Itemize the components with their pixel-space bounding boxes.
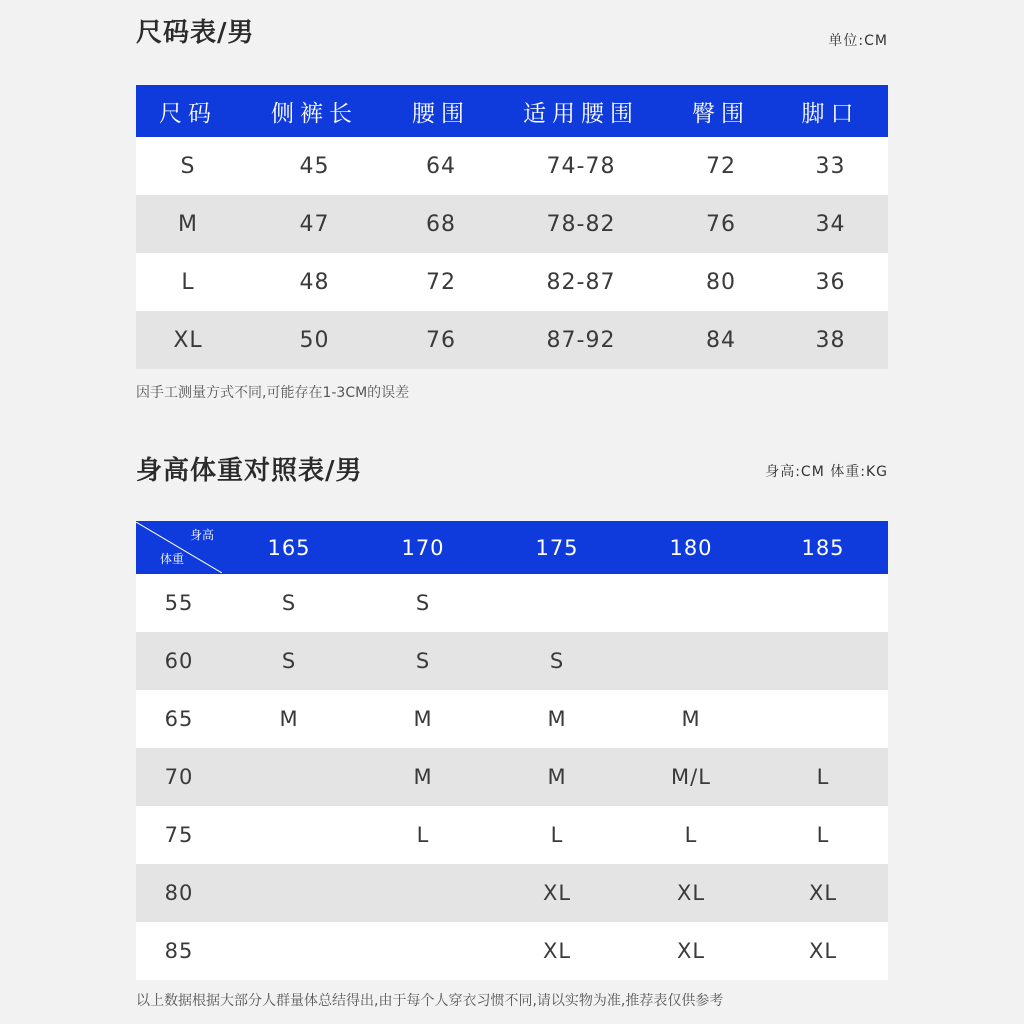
table-cell: S	[136, 137, 240, 195]
size-cell: XL	[490, 922, 624, 980]
table-row	[136, 864, 888, 922]
weight-cell: 80	[136, 864, 222, 922]
size-cell	[490, 574, 624, 632]
size-cell	[758, 690, 888, 748]
size-cell: L	[624, 806, 758, 864]
table-cell: XL	[136, 311, 240, 369]
size-cell: M	[222, 690, 356, 748]
size-cell: XL	[758, 922, 888, 980]
size-cell	[758, 632, 888, 690]
table-cell: 72	[389, 253, 493, 311]
header-size: 尺码	[136, 85, 240, 137]
height-weight-title: 身高体重对照表/男	[136, 456, 363, 486]
table-cell: 74-78	[493, 137, 669, 195]
header-height: 180	[624, 521, 758, 574]
header-height: 185	[758, 521, 888, 574]
table-cell: L	[136, 253, 240, 311]
size-cell	[758, 574, 888, 632]
size-cell: M/L	[624, 748, 758, 806]
table-cell: M	[136, 195, 240, 253]
table-cell: 76	[389, 311, 493, 369]
size-cell: L	[758, 748, 888, 806]
height-weight-table	[136, 521, 888, 980]
table-cell: 45	[240, 137, 389, 195]
size-chart-header-row	[136, 85, 888, 137]
size-cell: L	[356, 806, 490, 864]
table-cell: 87-92	[493, 311, 669, 369]
weight-cell: 65	[136, 690, 222, 748]
size-cell: M	[356, 690, 490, 748]
size-cell: M	[490, 690, 624, 748]
size-cell: L	[758, 806, 888, 864]
size-chart-note: 因手工测量方式不同,可能存在1-3CM的误差	[136, 385, 410, 401]
header-height: 170	[356, 521, 490, 574]
weight-cell: 75	[136, 806, 222, 864]
height-weight-header-row	[136, 521, 888, 574]
table-cell: 78-82	[493, 195, 669, 253]
size-cell: L	[490, 806, 624, 864]
size-cell: XL	[490, 864, 624, 922]
header-height: 175	[490, 521, 624, 574]
size-cell: S	[222, 632, 356, 690]
size-cell: S	[222, 574, 356, 632]
size-cell	[222, 864, 356, 922]
table-cell: 64	[389, 137, 493, 195]
table-row	[136, 311, 888, 369]
table-cell: 68	[389, 195, 493, 253]
size-cell: S	[356, 574, 490, 632]
table-cell: 82-87	[493, 253, 669, 311]
table-row	[136, 690, 888, 748]
corner-weight-label: 体重	[160, 552, 185, 566]
table-cell: 76	[669, 195, 773, 253]
weight-cell: 55	[136, 574, 222, 632]
weight-cell: 70	[136, 748, 222, 806]
table-cell: 34	[773, 195, 888, 253]
table-row	[136, 748, 888, 806]
table-cell: 48	[240, 253, 389, 311]
size-cell: M	[624, 690, 758, 748]
weight-cell: 85	[136, 922, 222, 980]
table-cell: 38	[773, 311, 888, 369]
size-cell	[222, 922, 356, 980]
header-height: 165	[222, 521, 356, 574]
size-cell: XL	[624, 922, 758, 980]
weight-cell: 60	[136, 632, 222, 690]
header-side-length: 侧裤长	[240, 85, 389, 137]
size-cell	[222, 748, 356, 806]
corner-height-label: 身高	[189, 528, 214, 542]
size-chart-unit: 单位:CM	[828, 33, 888, 49]
header-fit-waist: 适用腰围	[493, 85, 669, 137]
size-cell	[356, 864, 490, 922]
size-cell: XL	[624, 864, 758, 922]
table-row	[136, 922, 888, 980]
table-cell: 80	[669, 253, 773, 311]
header-hip: 臀围	[669, 85, 773, 137]
table-cell: 50	[240, 311, 389, 369]
table-cell: 72	[669, 137, 773, 195]
table-row	[136, 195, 888, 253]
size-cell: S	[490, 632, 624, 690]
size-chart-title: 尺码表/男	[136, 18, 255, 48]
table-row	[136, 806, 888, 864]
table-cell: 36	[773, 253, 888, 311]
table-row	[136, 632, 888, 690]
table-row	[136, 253, 888, 311]
size-cell: M	[356, 748, 490, 806]
corner-header	[136, 521, 222, 574]
height-weight-unit: 身高:CM 体重:KG	[765, 464, 888, 480]
size-cell: XL	[758, 864, 888, 922]
size-cell	[222, 806, 356, 864]
size-cell	[624, 574, 758, 632]
table-cell: 33	[773, 137, 888, 195]
size-cell: S	[356, 632, 490, 690]
size-cell	[624, 632, 758, 690]
table-cell: 84	[669, 311, 773, 369]
table-row	[136, 137, 888, 195]
table-cell: 47	[240, 195, 389, 253]
height-weight-note: 以上数据根据大部分人群量体总结得出,由于每个人穿衣习惯不同,请以实物为准,推荐表仅供参考	[136, 993, 724, 1009]
size-cell: M	[490, 748, 624, 806]
size-cell	[356, 922, 490, 980]
header-leg-opening: 脚口	[773, 85, 888, 137]
header-waist: 腰围	[389, 85, 493, 137]
table-row	[136, 574, 888, 632]
size-chart-table	[136, 85, 888, 369]
